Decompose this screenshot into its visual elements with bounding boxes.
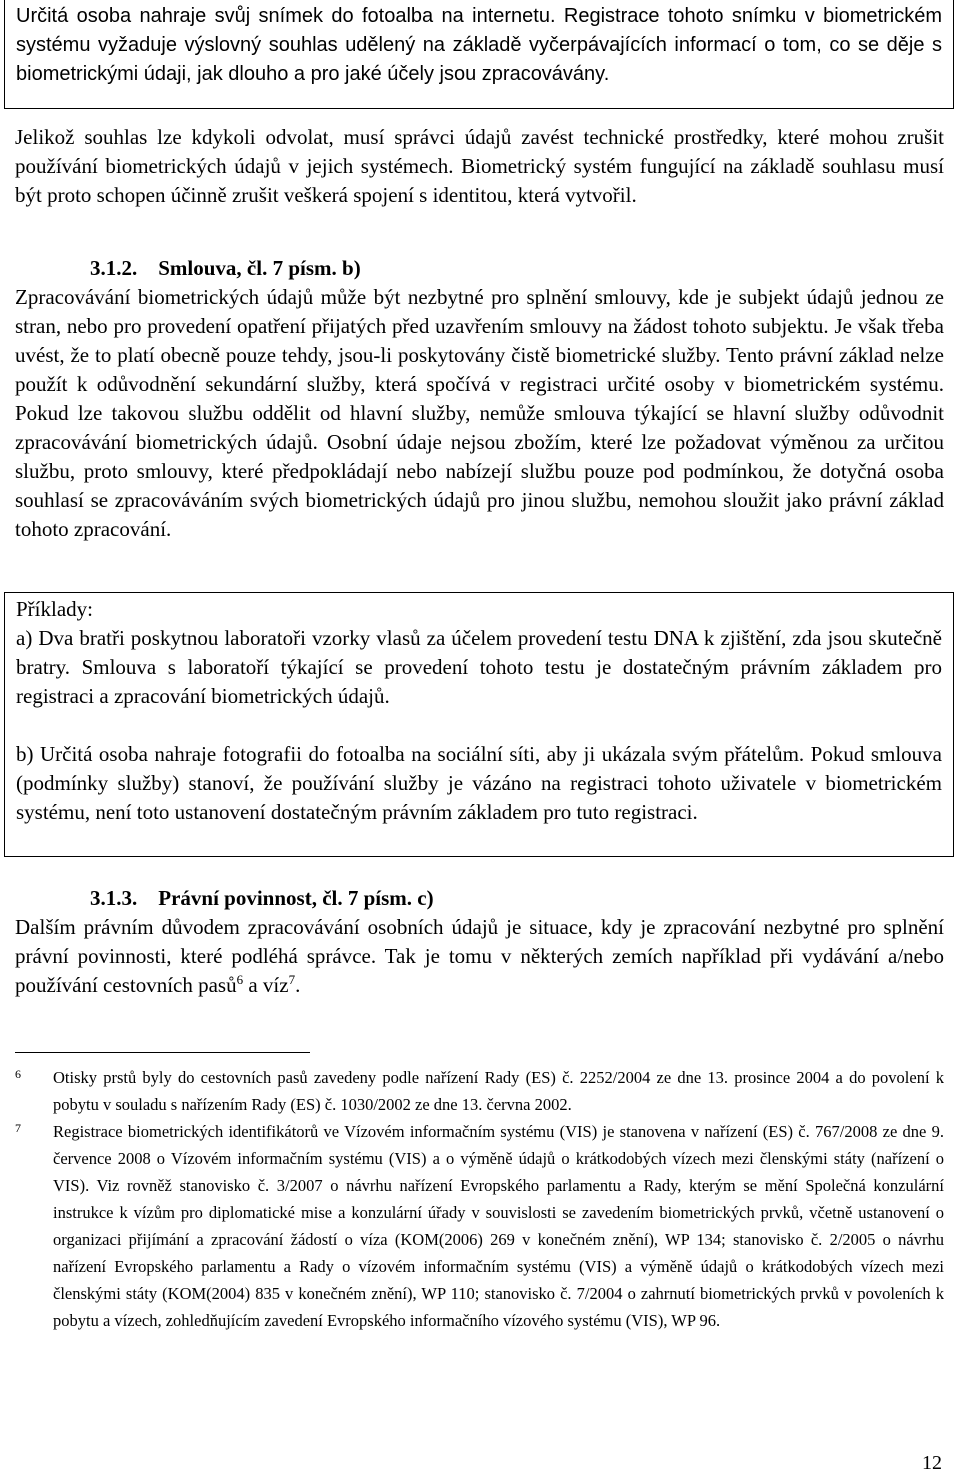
footnote	[15, 1118, 944, 1334]
footnote-ref-6[interactable]: 6	[236, 972, 244, 987]
examples-box	[4, 592, 954, 857]
section-body-start: Dalším právním důvodem zpracovávání osobních údajů je situace, kdy je zpracování nezbytné pro splnění právní povinnosti, které podléhá správce. Tak je tomu v některých zemích například při vydávání a/nebo používání cestovních pasů	[15, 915, 944, 997]
consent-paragraph-block	[15, 123, 944, 210]
footnote-ref-7[interactable]: 7	[288, 972, 296, 987]
example-paragraph: Určitá osoba nahraje svůj snímek do fotoalba na internetu. Registrace tohoto snímku v biometrickém systému vyžaduje výslovný souhlas udělený na základě vyčerpávajících informací o tom, co se děje s biometrickými údaji, jak dlouho a pro jaké účely jsou zpracovávány.	[16, 5, 942, 85]
section-heading	[15, 884, 944, 913]
section-title: Smlouva, čl. 7 písm. b)	[158, 256, 361, 280]
examples-heading: Příklady:	[16, 597, 93, 621]
consent-paragraph: Jelikož souhlas lze kdykoli odvolat, musí správci údajů zavést technické prostředky, které mohou zrušit používání biometrických údajů v jejich systémech. Biometrický systém fungující na základě souhlasu musí být proto schopen účinně zrušit veškerá spojení s identitou, která vytvořil.	[15, 125, 944, 207]
section-3-1-2	[15, 254, 944, 544]
footnotes	[15, 1064, 944, 1334]
section-number: 3.1.2.	[90, 256, 138, 280]
footnote-separator	[15, 1052, 310, 1053]
example-b: b) Určitá osoba nahraje fotografii do fotoalba na sociální síti, aby ji ukázala svým přátelům. Pokud smlouva (podmínky služby) stanoví, že používání služby je vázáno na registraci tohoto uživatele v biometrickém systému, není toto ustanovení dostatečným právním základem pro tuto registraci.	[16, 742, 942, 824]
section-number: 3.1.3.	[90, 886, 138, 910]
section-heading	[15, 254, 944, 283]
footnote-text: Registrace biometrických identifikátorů ve Vízovém informačním systému (VIS) je stanovena v nařízení (ES) č. 767/2008 ze dne 9. července 2008 o Vízovém informačním systému (VIS) a o výměně údajů o krátkodobých vízech mezi členskými státy (nařízení o VIS). Viz rovněž stanovisko č. 3/2007 o návrhu nařízení Evropského parlamentu a Rady, kterým se mění Společná konzulární instrukce k vízům pro diplomatické mise a konzulární úřady v souvislosti se zavedením biometrických prvků, včetně ustanovení o organizaci přijímání a zpracování žádostí o víza (KOM(2006) 269 v konečném znění), WP 134; stanovisko č. 2/2005 o návrhu nařízení Evropského parlamentu a Rady o vízovém informačním systému (VIS) a výměně údajů o krátkodobých vízech mezi členskými státy (KOM(2004) 835 v konečném znění), WP 110; stanovisko č. 7/2004 o zahrnutí biometrických prvků v povoleních k pobytu a vízech, zohledňujícím zavedení Evropského informačního vízového systému (VIS), WP 96.	[53, 1122, 944, 1330]
section-body-end: .	[295, 973, 301, 997]
footnote	[15, 1064, 944, 1118]
footnote-number: 6	[15, 1067, 21, 1081]
footnote-text: Otisky prstů byly do cestovních pasů zavedeny podle nařízení Rady (ES) č. 2252/2004 ze dne 13. prosince 2004 a do povolení k pobytu v souladu s nařízením Rady (ES) č. 1030/2002 ze dne 13. června 2002.	[53, 1068, 944, 1114]
footnote-number: 7	[15, 1121, 21, 1135]
example-a: a) Dva bratři poskytnou laboratoři vzorky vlasů za účelem provedení testu DNA k zjištění, zda jsou skutečně bratry. Smlouva s laboratoří týkající se provedení tohoto testu je dostatečným právním základem pro registraci a zpracování biometrických údajů.	[16, 626, 942, 708]
section-title: Právní povinnost, čl. 7 písm. c)	[158, 886, 434, 910]
section-body: Zpracovávání biometrických údajů může být nezbytné pro splnění smlouvy, kde je subjekt údajů jednou ze stran, nebo pro provedení opatření přijatých před uzavřením smlouvy na žádost tohoto subjektu. Je však třeba uvést, že to platí obecně pouze tehdy, jsou-li poskytovány čistě biometrické služby. Tento právní základ nelze použít k odůvodnění sekundární služby, která spočívá v registraci určité osoby v biometrickém systému. Pokud lze takovou službu oddělit od hlavní služby, nemůže smlouva týkající se hlavní služby odůvodnit zpracovávání biometrických údajů. Osobní údaje nejsou zbožím, které lze požadovat výměnou za určitou službu, proto smlouvy, které předpokládají nebo nabízejí službu pouze pod podmínkou, že dotyčná osoba souhlasí se zpracováváním svých biometrických údajů pro jinou službu, nemohou sloužit jako právní základ tohoto zpracování.	[15, 285, 944, 541]
section-body-mid: a víz	[243, 973, 289, 997]
section-body	[15, 913, 944, 1000]
section-3-1-3	[15, 884, 944, 1000]
example-box-photo-album	[4, 0, 954, 109]
page-number: 12	[922, 1452, 942, 1474]
